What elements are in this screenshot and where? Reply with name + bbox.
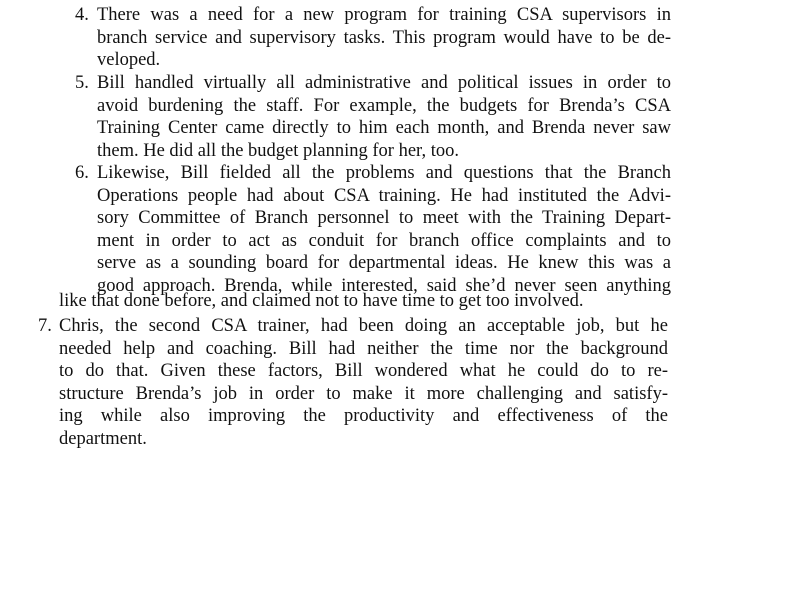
text-line: good approach. Brenda, while interested, said she’d never seen anything bbox=[97, 275, 671, 296]
text-line: ing while also improving the productivity and effectiveness of the bbox=[59, 406, 668, 426]
list-item-6 bbox=[75, 162, 671, 297]
list-item-4 bbox=[75, 4, 671, 72]
text-line: branch service and supervisory tasks. This program would have to be de- bbox=[97, 27, 671, 48]
item-number: 7. bbox=[38, 316, 52, 336]
text-line: department. bbox=[59, 428, 147, 449]
text-line: needed help and coaching. Bill had neither the time nor the background bbox=[59, 338, 668, 359]
text-line: Likewise, Bill fielded all the problems and questions that the Branch bbox=[97, 163, 671, 183]
list-item-6-tail-line: like that done before, and claimed not to have time to get too involved. bbox=[59, 291, 584, 311]
text-line: avoid burdening the staff. For example, the budgets for Brenda’s CSA bbox=[97, 95, 671, 116]
text-line: veloped. bbox=[97, 50, 161, 70]
text-line: Training Center came directly to him each month, and Brenda never saw bbox=[97, 118, 671, 138]
list-item-7 bbox=[38, 315, 668, 450]
text-line: ment in order to act as conduit for branch office complaints and to bbox=[97, 230, 671, 251]
item-number: 4. bbox=[75, 5, 89, 25]
item-number: 5. bbox=[75, 73, 89, 93]
text-line: There was a need for a new program for training CSA supervisors in bbox=[97, 5, 671, 25]
item-number: 6. bbox=[75, 163, 89, 183]
text-line: Bill handled virtually all administrative and political issues in order to bbox=[97, 73, 671, 93]
text-line: structure Brenda’s job in order to make it more challenging and satisfy- bbox=[59, 383, 668, 404]
text-line: them. He did all the budget planning for her, too. bbox=[97, 140, 459, 161]
text-line: Operations people had about CSA training. He had instituted the Advi- bbox=[97, 185, 671, 206]
text-line: to do that. Given these factors, Bill wondered what he could do to re- bbox=[59, 361, 668, 381]
text-line: serve as a sounding board for departmental ideas. He knew this was a bbox=[97, 253, 671, 273]
text-line: sory Committee of Branch personnel to meet with the Training Depart- bbox=[97, 208, 671, 228]
list-item-5 bbox=[75, 72, 671, 162]
text-line: Chris, the second CSA trainer, had been doing an acceptable job, but he bbox=[59, 316, 668, 336]
